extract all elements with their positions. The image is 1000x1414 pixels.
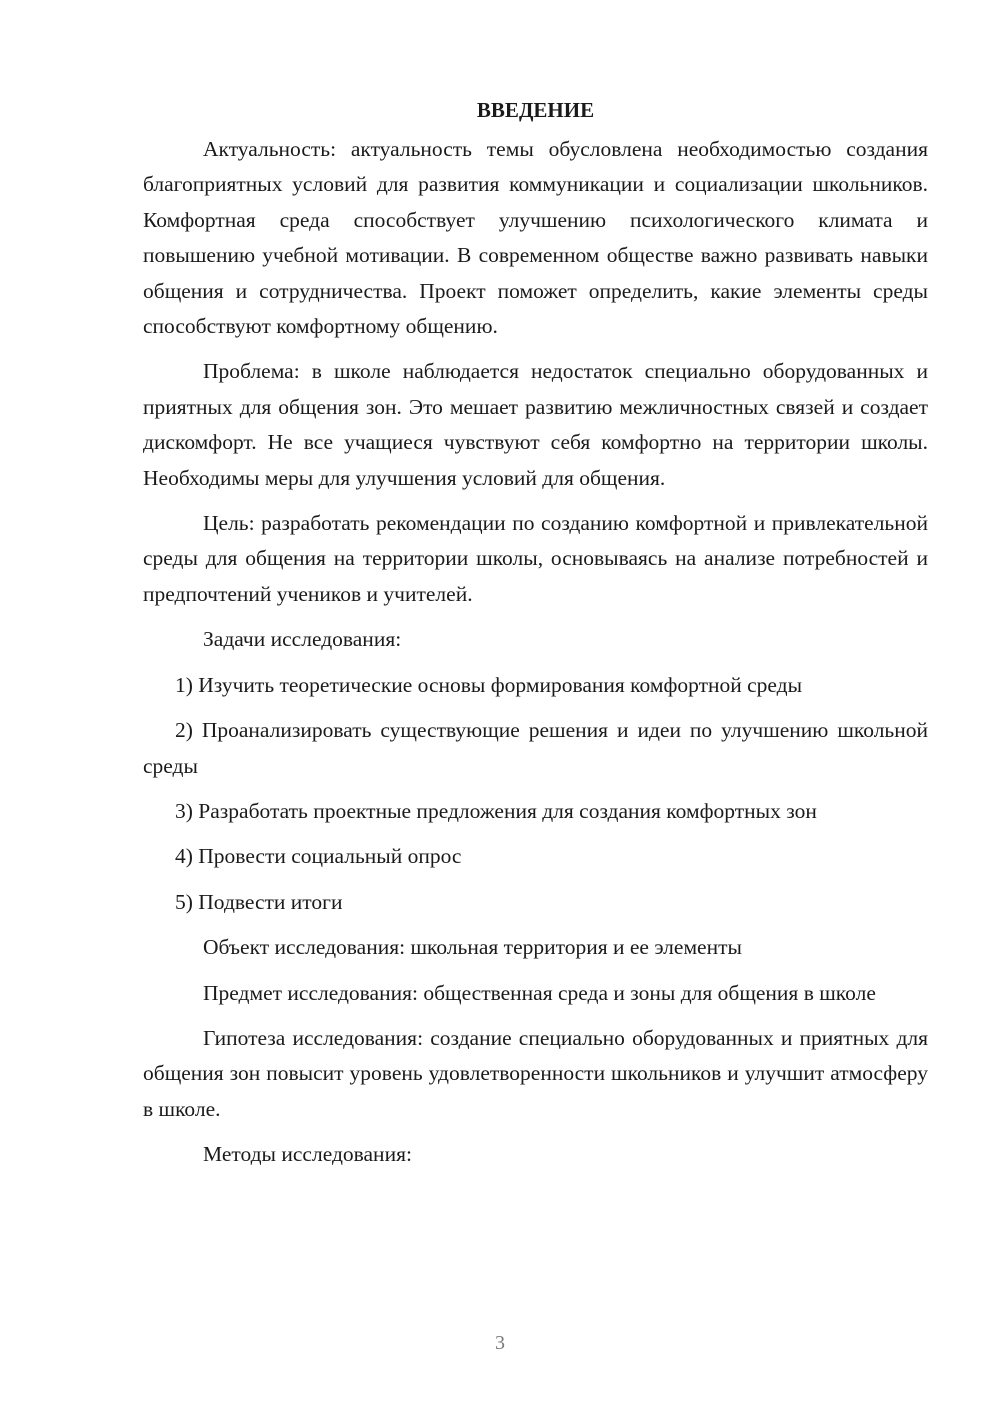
task-item: 2) Проанализировать существующие решения и идеи по улучшению школьной среды: [143, 718, 928, 778]
task-item: 4) Провести социальный опрос: [175, 844, 462, 869]
paragraph-methods: Методы исследования:: [203, 1142, 412, 1167]
task-item: 5) Подвести итоги: [175, 889, 343, 914]
document-page: [143, 92, 928, 1173]
task-item: 1) Изучить теоретические основы формирования комфортной среды: [175, 672, 803, 697]
paragraph-relevance: Актуальность: актуальность темы обусловлена необходимостью создания благоприятных условий для развития коммуникации и социализации школьников. Комфортная среда способствует улучшению психологического климата и повышению учебной мотивации. В современном обществе важно развивать навыки общения и сотрудничества. Проект поможет определить, какие элементы среды способствуют комфортному общению.: [143, 137, 928, 339]
task-list: [143, 668, 928, 920]
paragraph-hypothesis: Гипотеза исследования: создание специально оборудованных и приятных для общения зон повысит уровень удовлетворенности школьников и улучшит атмосферу в школе.: [143, 1025, 928, 1121]
task-item: 3) Разработать проектные предложения для создания комфортных зон: [175, 798, 817, 823]
paragraph-problem: Проблема: в школе наблюдается недостаток специально оборудованных и приятных для общения зон. Это мешает развитию межличностных связей и создает дискомфорт. Не все учащиеся чувствуют себя комфортно на территории школы. Необходимы меры для улучшения условий для общения.: [143, 359, 928, 490]
page-title: ВВЕДЕНИЕ: [476, 98, 595, 122]
paragraph-goal: Цель: разработать рекомендации по созданию комфортной и привлекательной среды для общения на территории школы, основываясь на анализе потребностей и предпочтений учеников и учителей.: [143, 511, 928, 606]
tasks-heading: Задачи исследования:: [203, 627, 402, 652]
paragraph-subject: Предмет исследования: общественная среда и зоны для общения в школе: [203, 980, 876, 1005]
page-number: 3: [495, 1332, 505, 1354]
paragraph-object: Объект исследования: школьная территория и ее элементы: [203, 935, 742, 960]
